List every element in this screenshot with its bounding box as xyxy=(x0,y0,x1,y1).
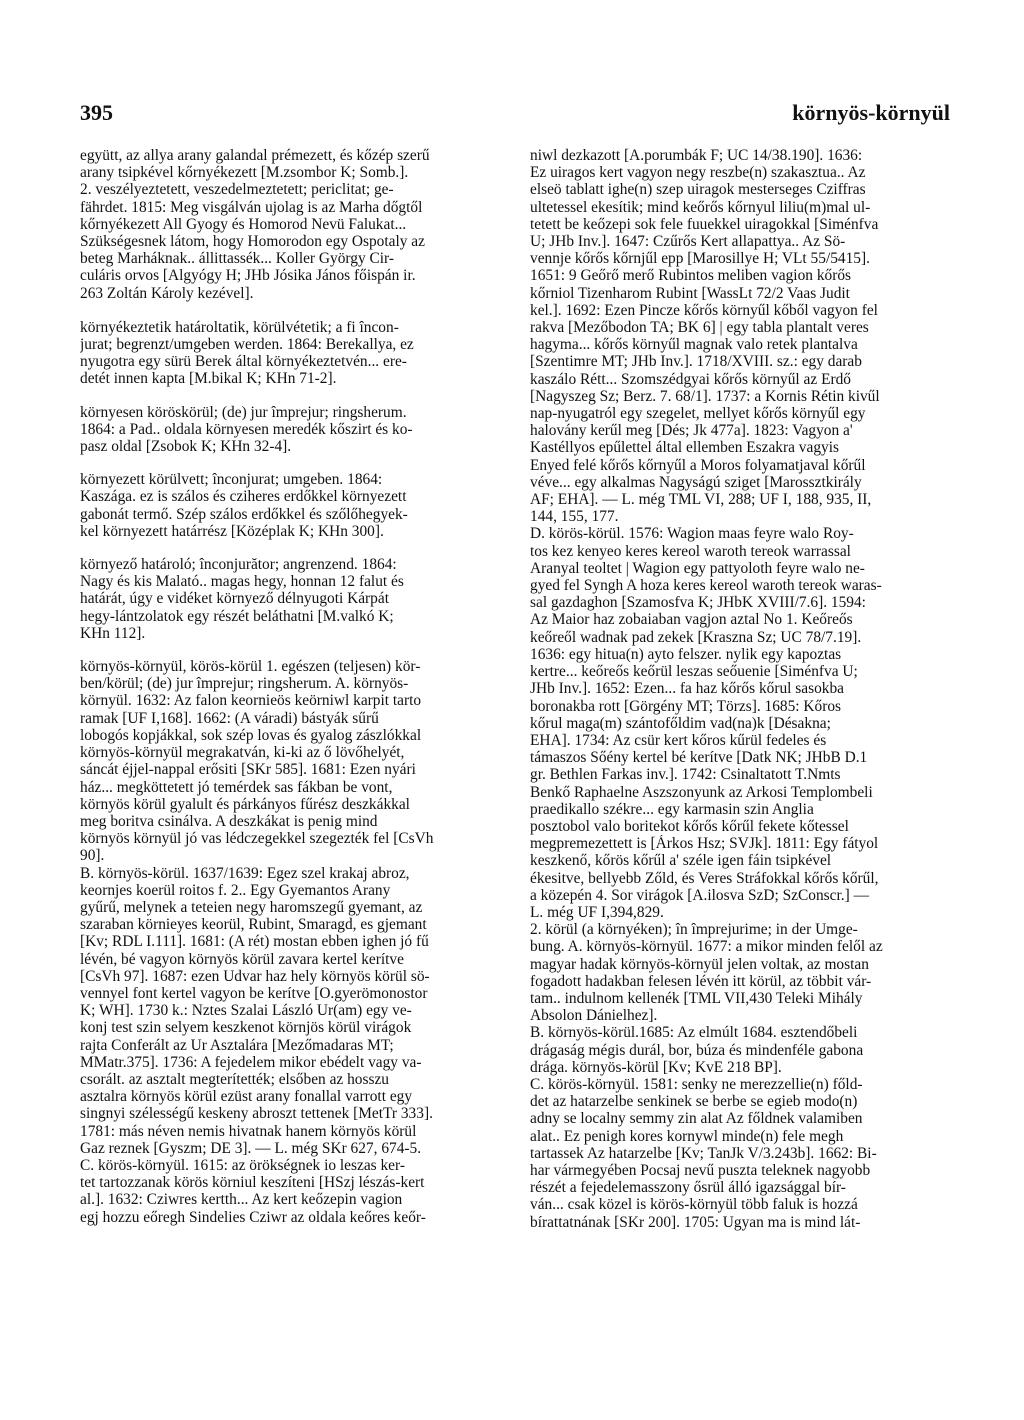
text-line: magyar hadak környös-környül jelen voltak, az mostan xyxy=(530,955,869,973)
text-line: rajta Conferált az Ur Asztalára [Mezőmadaras MT; xyxy=(80,1036,394,1054)
text-line: tos kez kenyeo keres kereol waroth tereok warrassal xyxy=(530,542,851,560)
text-line: arany tsipkével kőrnyékezett [M.zsombor K; Somb.]. xyxy=(80,164,409,182)
text-line: környös-környül megrakatván, ki-ki az ő lövőhelyét, xyxy=(80,744,405,762)
text-line: B. környös-körül.1685: Az elmúlt 1684. esztendőbeli xyxy=(530,1024,858,1042)
text-line: csorált. az asztalt megterítették; elsőben az hosszu xyxy=(80,1070,389,1088)
left-column xyxy=(80,147,500,1226)
text-line: vennyel font kertel vagyon be kerítve [O.gyerömonostor xyxy=(80,984,428,1002)
text-line: meg boritva csinálva. A deszkákat is penig mind xyxy=(80,812,378,830)
text-line: praedikallo székre... egy karmasin szin Anglia xyxy=(530,800,814,818)
text-line: fogadott hadakban felesen lévén itt körül, az többit vár- xyxy=(530,972,872,990)
entry-continuation xyxy=(80,147,500,302)
text-line: lévén, bé vagyon környös körül zavara kertel kerítve xyxy=(80,950,404,968)
text-line: keszkenő, kőrös kőrűl a' széle igen fáin tsipkével xyxy=(530,852,832,870)
text-line: ben/körül; (de) jur împrejur; ringsherum. A. környös- xyxy=(80,675,409,693)
text-line: Gaz reznek [Gyszm; DE 3]. — L. még SKr 627, 674-5. xyxy=(80,1139,422,1157)
text-line: Kaszága. ez is szálos és cziheres erdőkkel környezett xyxy=(80,488,407,506)
text-line: sáncát éjjel-nappal erősiti [SKr 585]. 1681: Ezen nyári xyxy=(80,761,416,779)
text-line: D. körös-körül. 1576: Wagion maas feyre walo Roy- xyxy=(530,525,854,543)
text-line: támaszos Sőény kertel bé kerítve [Datk NK; JHbB D.1 xyxy=(530,749,868,767)
text-line: kőrniol Tizenharom Rubint [WassLt 72/2 Vaas Judit xyxy=(530,284,850,302)
text-line: al.]. 1632: Cziwres kertth... Az kert keőzepin vagion xyxy=(80,1191,403,1209)
text-line: posztobol valo boritekot kőrős kőrűl fekete kőtessel xyxy=(530,817,849,835)
text-line: drágaság mégis durál, bor, búza és mindenféle gabona xyxy=(530,1041,864,1059)
text-line: alat.. Ez penigh kores kornywl minde(n) fele megh xyxy=(530,1127,844,1145)
text-line: 1781: más néven nemis hivatnak hanem környös körül xyxy=(80,1122,417,1140)
text-line: környesen köröskörül; (de) jur împrejur; ringsherum. xyxy=(80,403,407,421)
text-line: Ez uiragos kert vagyon negy reszbe(n) szakasztua.. Az xyxy=(530,164,866,182)
text-line: [Kv; RDL I.111]. 1681: (A rét) mostan ebben ighen jó fű xyxy=(80,933,429,951)
text-line: 1651: 9 Geőrő merő Rubintos meliben vagion kőrős xyxy=(530,267,852,285)
text-line: a közepén 4. Sor virágok [A.ilosva SzD; SzConscr.] — xyxy=(530,886,869,904)
text-line: rakva [Mezőbodon TA; BK 6] | egy tabla plantalt veres xyxy=(530,319,869,337)
text-line: konj test szin selyem keszkenot körnjös körül virágok xyxy=(80,1019,412,1037)
text-line: gr. Bethlen Farkas inv.]. 1742: Csinaltatott T.Nmts xyxy=(530,766,841,784)
text-line: jurat; begrenzt/umgeben werden. 1864: Berekallya, ez xyxy=(80,336,414,354)
text-line: L. még UF I,394,829. xyxy=(530,903,664,921)
text-line: Az Maior haz zobaiaban vagjon aztal No 1. Keőreős xyxy=(530,611,853,629)
text-line: det az hatarzelbe senkinek se berbe se egieb modo(n) xyxy=(530,1093,858,1111)
entry-kornyezett xyxy=(80,471,500,540)
text-line: detét innen kapta [M.bikal K; KHn 71-2]. xyxy=(80,370,337,388)
text-line: Szükségesnek látom, hogy Homorodon egy Ospotaly az xyxy=(80,233,425,251)
text-line: nap-nyugatról egy szegelet, mellyet kőrős környűl egy xyxy=(530,405,866,423)
text-line: ván... csak közel is körös-környül több faluk is hozzá xyxy=(530,1196,858,1214)
text-line: hagyma... kőrős környűl magnak valo retek plantalva xyxy=(530,336,858,354)
text-line: K; WH]. 1730 k.: Nztes Szalai László Ur(am) egy ve- xyxy=(80,1002,412,1020)
text-line: kel.]. 1692: Ezen Pincze kőrős környűl kőből vagyon fel xyxy=(530,301,878,319)
text-line: gyed fel Syngh A hoza keres kereol waroth tereok waras- xyxy=(530,577,882,595)
text-line: EHA]. 1734: Az csür kert kőros kűrül fedeles és xyxy=(530,731,827,749)
text-line: határát, úgy e vidéket környező délnyugoti Kárpát xyxy=(80,590,389,608)
text-line: ház... megköttetett jó temérdek sas fákban be vont, xyxy=(80,778,393,796)
page-header xyxy=(80,100,950,130)
text-line: singnyi szélességű keskeny abroszt tettenek [MetTr 333]. xyxy=(80,1105,433,1123)
text-line: környezett körülvett; înconjurat; umgeben. 1864: xyxy=(80,471,383,489)
text-line: C. körös-környül. 1615: az örökségnek io leszas ker- xyxy=(80,1156,405,1174)
text-line: boronakba rott [Görgény MT; Törzs]. 1685: Kőros xyxy=(530,697,842,715)
text-line: AF; EHA]. — L. még TML VI, 288; UF I, 188, 935, II, xyxy=(530,491,872,509)
text-line: Enyed felé kőrős kőrnyűl a Moros folyamatjaval kőrűl xyxy=(530,456,866,474)
text-line: gyűrű, melynek a teteien negy haromszegű gyemant, az xyxy=(80,898,423,916)
text-line: gabonát termő. Szép szálos erdőkkel és szőlőhegyek- xyxy=(80,505,408,523)
text-line: adny se localny semmy zin alat Az főldnek valamiben xyxy=(530,1110,863,1128)
text-line: keőreől wadnak pad zekek [Kraszna Sz; UC 78/7.19]. xyxy=(530,628,862,646)
text-line: ultetessel ekesítik; mind keőrős kőrnyul liliu(m)mal ul- xyxy=(530,198,871,216)
text-line: 263 Zoltán Károly kezével]. xyxy=(80,284,254,302)
right-column xyxy=(530,147,950,1231)
text-line: Aranyal teoltet | Wagion egy pattyoloth feyre walo ne- xyxy=(530,559,865,577)
text-line: környékeztetik határoltatik, körülvétetik; a fi încon- xyxy=(80,318,399,336)
text-line: szaraban körnieyes keorül, Rubint, Smaragd, es gjemant xyxy=(80,916,427,934)
text-line: [Szentimre MT; JHb Inv.]. 1718/XVIII. sz.: egy darab xyxy=(530,353,862,371)
entry-kornyesen xyxy=(80,404,500,456)
text-line: Nagy és kis Malató.. magas hegy, honnan 12 falut és xyxy=(80,573,404,591)
text-line: 90]. xyxy=(80,847,105,865)
text-line: beteg Marháknak.. állittassék... Koller György Cir- xyxy=(80,250,394,268)
text-line: kőrul maga(m) szántofőldim vad(na)k [Désakna; xyxy=(530,714,831,732)
text-line: MMatr.375]. 1736: A fejedelem mikor ebédelt vagy va- xyxy=(80,1053,422,1071)
text-line: B. környös-körül. 1637/1639: Egez szel krakaj abroz, xyxy=(80,864,410,882)
text-line: sal gazdaghon [Szamosfva K; JHbK XVIII/7.6]. 1594: xyxy=(530,594,866,612)
text-line: kőrnyékezett All Gyogy és Homorod Nevü Falukat... xyxy=(80,215,407,233)
text-line: környös környül jó vas lédczegekkel szegezték fel [CsVh xyxy=(80,830,434,848)
text-line: ékesitve, bellyebb Zőld, és Veres Stráfokkal kőrős kőrűl, xyxy=(530,869,879,887)
text-line: 144, 155, 177. xyxy=(530,508,619,526)
text-line: U; JHb Inv.]. 1647: Czűrős Kert allapattya.. Az Sö- xyxy=(530,233,846,251)
text-line: bírattatnának [SKr 200]. 1705: Ugyan ma is mind lát- xyxy=(530,1213,861,1231)
text-line: részét a fejedelemasszony ősrül álló igazsággal bír- xyxy=(530,1179,846,1197)
text-line: kel környezett határrész [Középlak K; KHn 300]. xyxy=(80,522,384,540)
text-line: lobogós kopjákkal, sok szép lovas és gyalog zászlókkal xyxy=(80,726,422,744)
text-line: drága. környös-körül [Kv; KvE 218 BP]. xyxy=(530,1058,782,1076)
text-line: kaszálo Rétt... Szomszédgyai kőrős környűl az Erdő xyxy=(530,370,851,388)
text-line: pasz oldal [Zsobok K; KHn 32-4]. xyxy=(80,438,292,456)
text-line: környező határoló; înconjurător; angrenzend. 1864: xyxy=(80,556,397,574)
text-line: kertre... keőreős keőrül leszas seőuenie [Siménfva U; xyxy=(530,663,858,681)
text-line: hegy-lántzolatok egy részét beláthatni [M.valkó K; xyxy=(80,607,394,625)
text-line: JHb Inv.]. 1652: Ezen... fa haz kőrős kőrul sasokba xyxy=(530,680,845,698)
text-line: keornjes koerül roitos f. 2.. Egy Gyemantos Arany xyxy=(80,881,391,899)
text-line: egj hozzu eőregh Sindelies Cziwr az oldala keőres keőr- xyxy=(80,1208,426,1226)
text-line: niwl dezkazott [A.porumbák F; UC 14/38.190]. 1636: xyxy=(530,147,863,164)
text-line: együtt, az allya arany galandal prémezett, és kőzép szerű xyxy=(80,147,430,164)
text-line: Benkő Raphaelne Aszszonyunk az Arkosi Templombeli xyxy=(530,783,873,801)
text-line: 2. veszélyeztetett, veszedelmeztetett; periclitat; ge- xyxy=(80,181,394,199)
text-line: vennje kőrős kőrnjűl epp [Marosillye H; VLt 55/5415]. xyxy=(530,250,870,268)
text-line: tam.. indulnom kellenék [TML VII,430 Teleki Mihály xyxy=(530,989,863,1007)
text-line: KHn 112]. xyxy=(80,624,146,642)
text-line: 2. körül (a környéken); în împrejurime; in der Umge- xyxy=(530,921,858,939)
text-line: fährdet. 1815: Meg visgálván ujolag is az Marha dőgtől xyxy=(80,198,423,216)
text-line: asztalra környös körül ezüst arany fonallal varrott egy xyxy=(80,1088,413,1106)
text-line: tet tartozzanak körös körniul keszíteni [HSzj lészás-kert xyxy=(80,1174,425,1192)
text-line: bung. A. környös-környül. 1677: a mikor minden felől az xyxy=(530,938,883,956)
text-line: Kastéllyos epűlettel által ellemben Eszakra vagyis xyxy=(530,439,839,457)
entry-continuation-right xyxy=(530,147,950,1231)
entry-kornyos-kornyul xyxy=(80,658,500,1226)
text-line: Absolon Dánielhez]. xyxy=(530,1007,658,1025)
text-line: tartassek Az hatarzelbe [Kv; TanJk V/3.243b]. 1662: Bi- xyxy=(530,1144,877,1162)
text-line: har vármegyében Pocsaj nevű puszta teleknek nagyobb xyxy=(530,1161,871,1179)
text-line: elseö tablatt ighe(n) szep uiragok mesterseges Cziffras xyxy=(530,181,866,199)
text-line: ramak [UF I,168]. 1662: (A váradi) bástyák sűrű xyxy=(80,709,379,727)
entry-kornyezo xyxy=(80,556,500,642)
text-line: környös körül gyalult és párkányos fűrész deszkákkal xyxy=(80,795,410,813)
text-line: környül. 1632: Az falon keornieös keörniwl karpit tarto xyxy=(80,692,422,710)
text-line: [Nagyszeg Sz; Berz. 7. 68/1]. 1737: a Kornis Rétin kivűl xyxy=(530,387,880,405)
entry-kornyekeztetik xyxy=(80,319,500,388)
running-head: környös-környül xyxy=(792,100,950,125)
text-line: 1636: egy hitua(n) ayto felszer. nylik egy kapoztas xyxy=(530,645,842,663)
text-line: tetett be keőzepi sok fele fuuekkel uiragokkal [Siménfva xyxy=(530,215,879,233)
page-number: 395 xyxy=(80,100,113,125)
text-line: C. körös-környül. 1581: senky ne merezzellie(n) főld- xyxy=(530,1075,863,1093)
text-line: culáris orvos [Algyógy H; JHb Jósika János főispán ir. xyxy=(80,267,416,285)
text-line: megpremezettett is [Árkos Hsz; SVJk]. 1811: Egy fátyol xyxy=(530,835,879,853)
text-line: halovány kerűl meg [Dés; Jk 477a]. 1823: Vagyon a' xyxy=(530,422,853,440)
text-line: nyugotra egy sürü Berek által környékeztetvén... ere- xyxy=(80,353,407,371)
text-line: véve... egy alkalmas Nagyságú sziget [Marossztkirály xyxy=(530,473,862,491)
text-line: környös-környül, körös-körül 1. egészen (teljesen) kör- xyxy=(80,658,421,676)
text-line: 1864: a Pad.. oldala környesen meredék kőszirt és ko- xyxy=(80,420,413,438)
text-line: [CsVh 97]. 1687: ezen Udvar haz hely környös körül sö- xyxy=(80,967,430,985)
